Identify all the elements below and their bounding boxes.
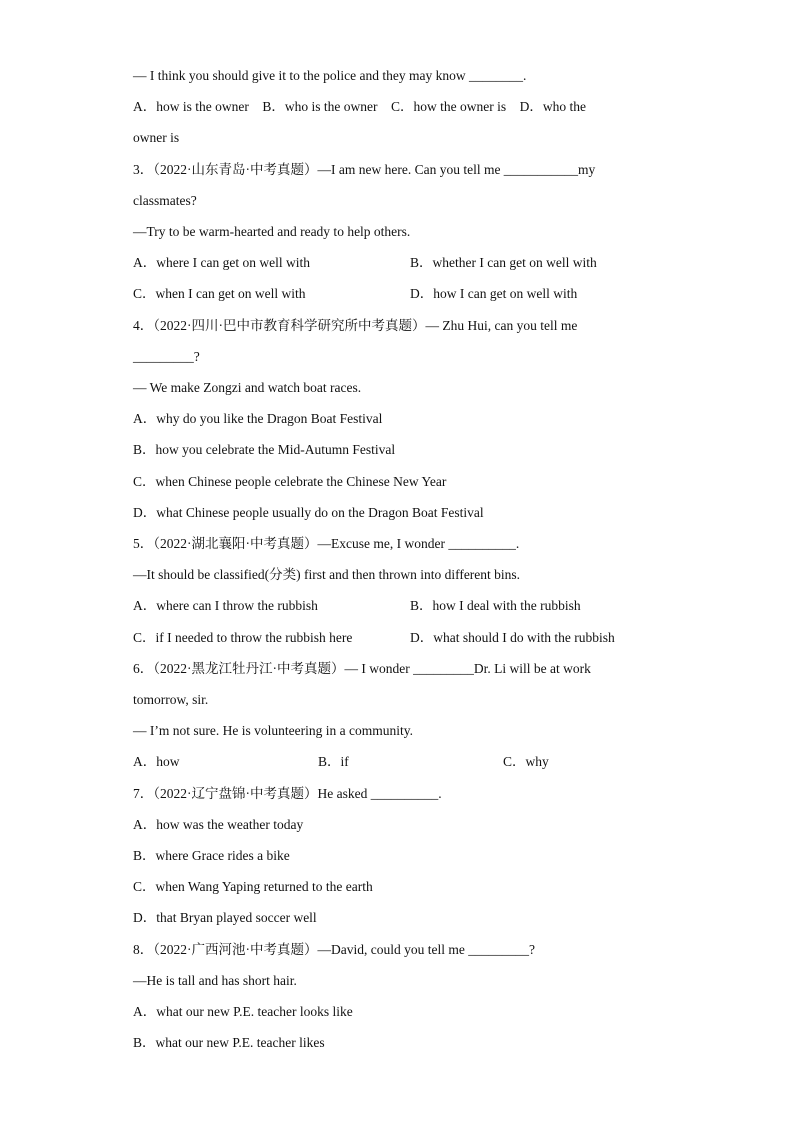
dialogue-line: — I think you should give it to the police and they may know ________. [133,68,527,83]
option-b: B．what our new P.E. teacher likes [133,1035,325,1050]
option-c: C．when I can get on well with [133,286,306,301]
option-a: A．where I can get on well with [133,255,310,270]
question-3: 3．（2022·山东青岛·中考真题）—I am new here. Can you tell me ___________my [133,162,596,177]
option-c: C．when Chinese people celebrate the Chinese New Year [133,474,447,489]
question-8: 8．（2022·广西河池·中考真题）—David, could you tell me _________? [133,942,535,957]
question-4: 4．（2022·四川·巴中市教育科学研究所中考真题）— Zhu Hui, can you tell me [133,318,578,333]
dialogue-line: —He is tall and has short hair. [133,973,297,988]
question-6-cont: tomorrow, sir. [133,692,209,707]
option-d: D．what Chinese people usually do on the Dragon Boat Festival [133,505,484,520]
option-c: C．when Wang Yaping returned to the earth [133,879,373,894]
option-a: A．where can I throw the rubbish [133,598,318,613]
option-b: B．how I deal with the rubbish [410,598,581,613]
question-7: 7．（2022·辽宁盘锦·中考真题）He asked __________. [133,786,442,801]
options-line-cont: owner is [133,130,180,145]
option-b: B．whether I can get on well with [410,255,597,270]
option-d: D．that Bryan played soccer well [133,910,317,925]
question-3-cont: classmates? [133,193,197,208]
question-5: 5．（2022·湖北襄阳·中考真题）—Excuse me, I wonder __________. [133,536,520,551]
dialogue-line: — I’m not sure. He is volunteering in a community. [133,723,413,738]
option-d: D．what should I do with the rubbish [410,630,615,645]
option-c: C．if I needed to throw the rubbish here [133,630,353,645]
options-line: A．how is the owner B．who is the owner C．how the owner is D．who the [133,99,586,114]
dialogue-line: —Try to be warm-hearted and ready to help others. [133,224,411,239]
option-a: A．how [133,754,180,769]
option-a: A．what our new P.E. teacher looks like [133,1004,353,1019]
option-d: D．how I can get on well with [410,286,578,301]
option-b: B．if [318,754,349,769]
option-b: B．where Grace rides a bike [133,848,290,863]
question-6: 6．（2022·黑龙江牡丹江·中考真题）— I wonder _________Dr. Li will be at work [133,661,591,676]
option-a: A．why do you like the Dragon Boat Festival [133,411,383,426]
dialogue-line: —It should be classified(分类) first and then thrown into different bins. [133,567,521,582]
option-b: B．how you celebrate the Mid-Autumn Festival [133,442,396,457]
question-4-cont: _________? [133,349,200,364]
dialogue-line: — We make Zongzi and watch boat races. [133,380,362,395]
option-c: C．why [503,754,549,769]
option-a: A．how was the weather today [133,817,304,832]
